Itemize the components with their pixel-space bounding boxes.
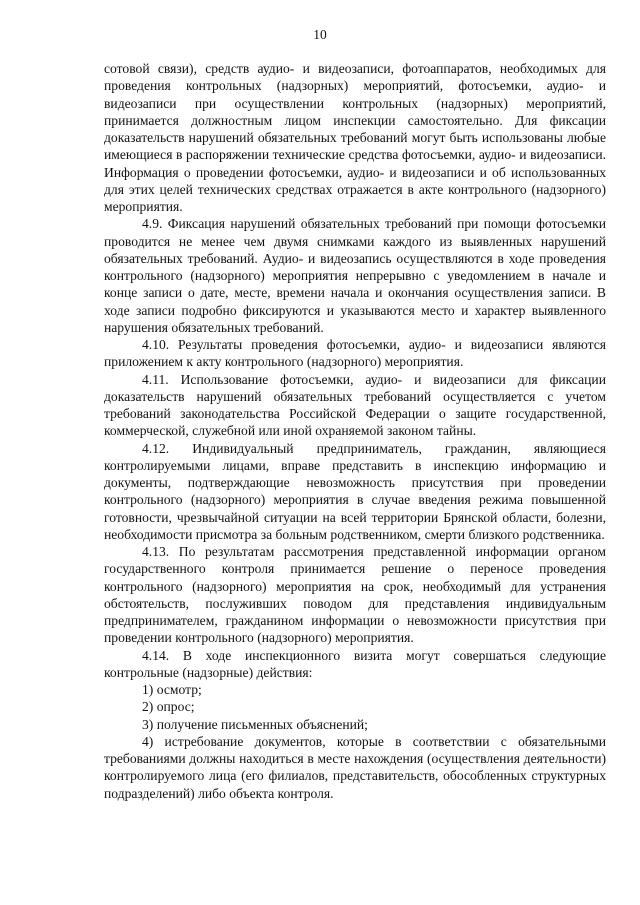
list-item-written-explanations: 3) получение письменных объяснений; [142,716,368,732]
paragraph-continuation: сотовой связи), средств аудио- и видеозаписи, фотоаппаратов, необходимых для проведения контрольных (надзорных) мероприятий, фотосъемки, аудио- и видеозаписи при осуществлении контрольных (надзорных) мероприятий, принимается должностным лицом инспекции самостоятельно. Для фиксации доказательств нарушений обязательных требований могут быть использованы любые имеющиеся в распоряжении технические средства фотосъемки, аудио- и видеозаписи. Информация о проведении фотосъемки, аудио- и видеозаписи и об использованных для этих целей технических средствах отражается в акте контрольного (надзорного) мероприятия. [104,61,606,214]
paragraph-4-13: 4.13. По результатам рассмотрения представленной информации органом государственного контроля принимается решение о переносе проведения контрольного (надзорного) мероприятия на срок, необходимый для устранения обстоятельств, послуживших поводом для представления индивидуальным предпринимателем, гражданином информации о невозможности присутствия при проведении контрольного (надзорного) мероприятия. [104,544,606,646]
paragraph-4-11: 4.11. Использование фотосъемки, аудио- и видеозаписи для фиксации доказательств нарушений обязательных требований осуществляется с учетом требований законодательства Российской Федерации о защите государственной, коммерческой, служебной или иной охраняемой законом тайны. [104,371,606,439]
page-number: 10 [313,27,327,42]
paragraph-4-12: 4.12. Индивидуальный предприниматель, гражданин, являющиеся контролируемыми лицами, вправе представить в инспекцию информацию и документы, подтверждающие невозможность присутствия при проведении контрольного (надзорного) мероприятия в случае введения режима повышенной готовности, чрезвычайной ситуации на всей территории Брянской области, болезни, необходимости присмотра за больным родственником, смерти близкого родственника. [104,440,606,542]
list-item-survey: 2) опрос; [142,699,195,715]
paragraph-4-10: 4.10. Результаты проведения фотосъемки, аудио- и видеозаписи являются приложением к акту контрольного (надзорного) мероприятия. [104,337,606,370]
list-item-inspection: 1) осмотр; [142,682,202,697]
document-body [104,60,606,802]
list-item-document-request: 4) истребование документов, которые в соответствии с обязательными требованиями должны находиться в месте нахождения (осуществления деятельности) контролируемого лица (его филиалов, представительств, обособленных структурных подразделений) либо объекта контроля. [104,733,606,801]
paragraph-4-9: 4.9. Фиксация нарушений обязательных требований при помощи фотосъемки проводится не менее чем двумя снимками каждого из выявленных нарушений обязательных требований. Аудио- и видеозапись осуществляются в ходе проведения контрольного (надзорного) мероприятия непрерывно с уведомлением в начале и конце записи о дате, месте, времени начала и окончания осуществления записи. В ходе записи подробно фиксируются и указываются место и характер выявленного нарушения обязательных требований. [104,216,606,335]
paragraph-4-14: 4.14. В ходе инспекционного визита могут совершаться следующие контрольные (надзорные) действия: [104,647,606,680]
